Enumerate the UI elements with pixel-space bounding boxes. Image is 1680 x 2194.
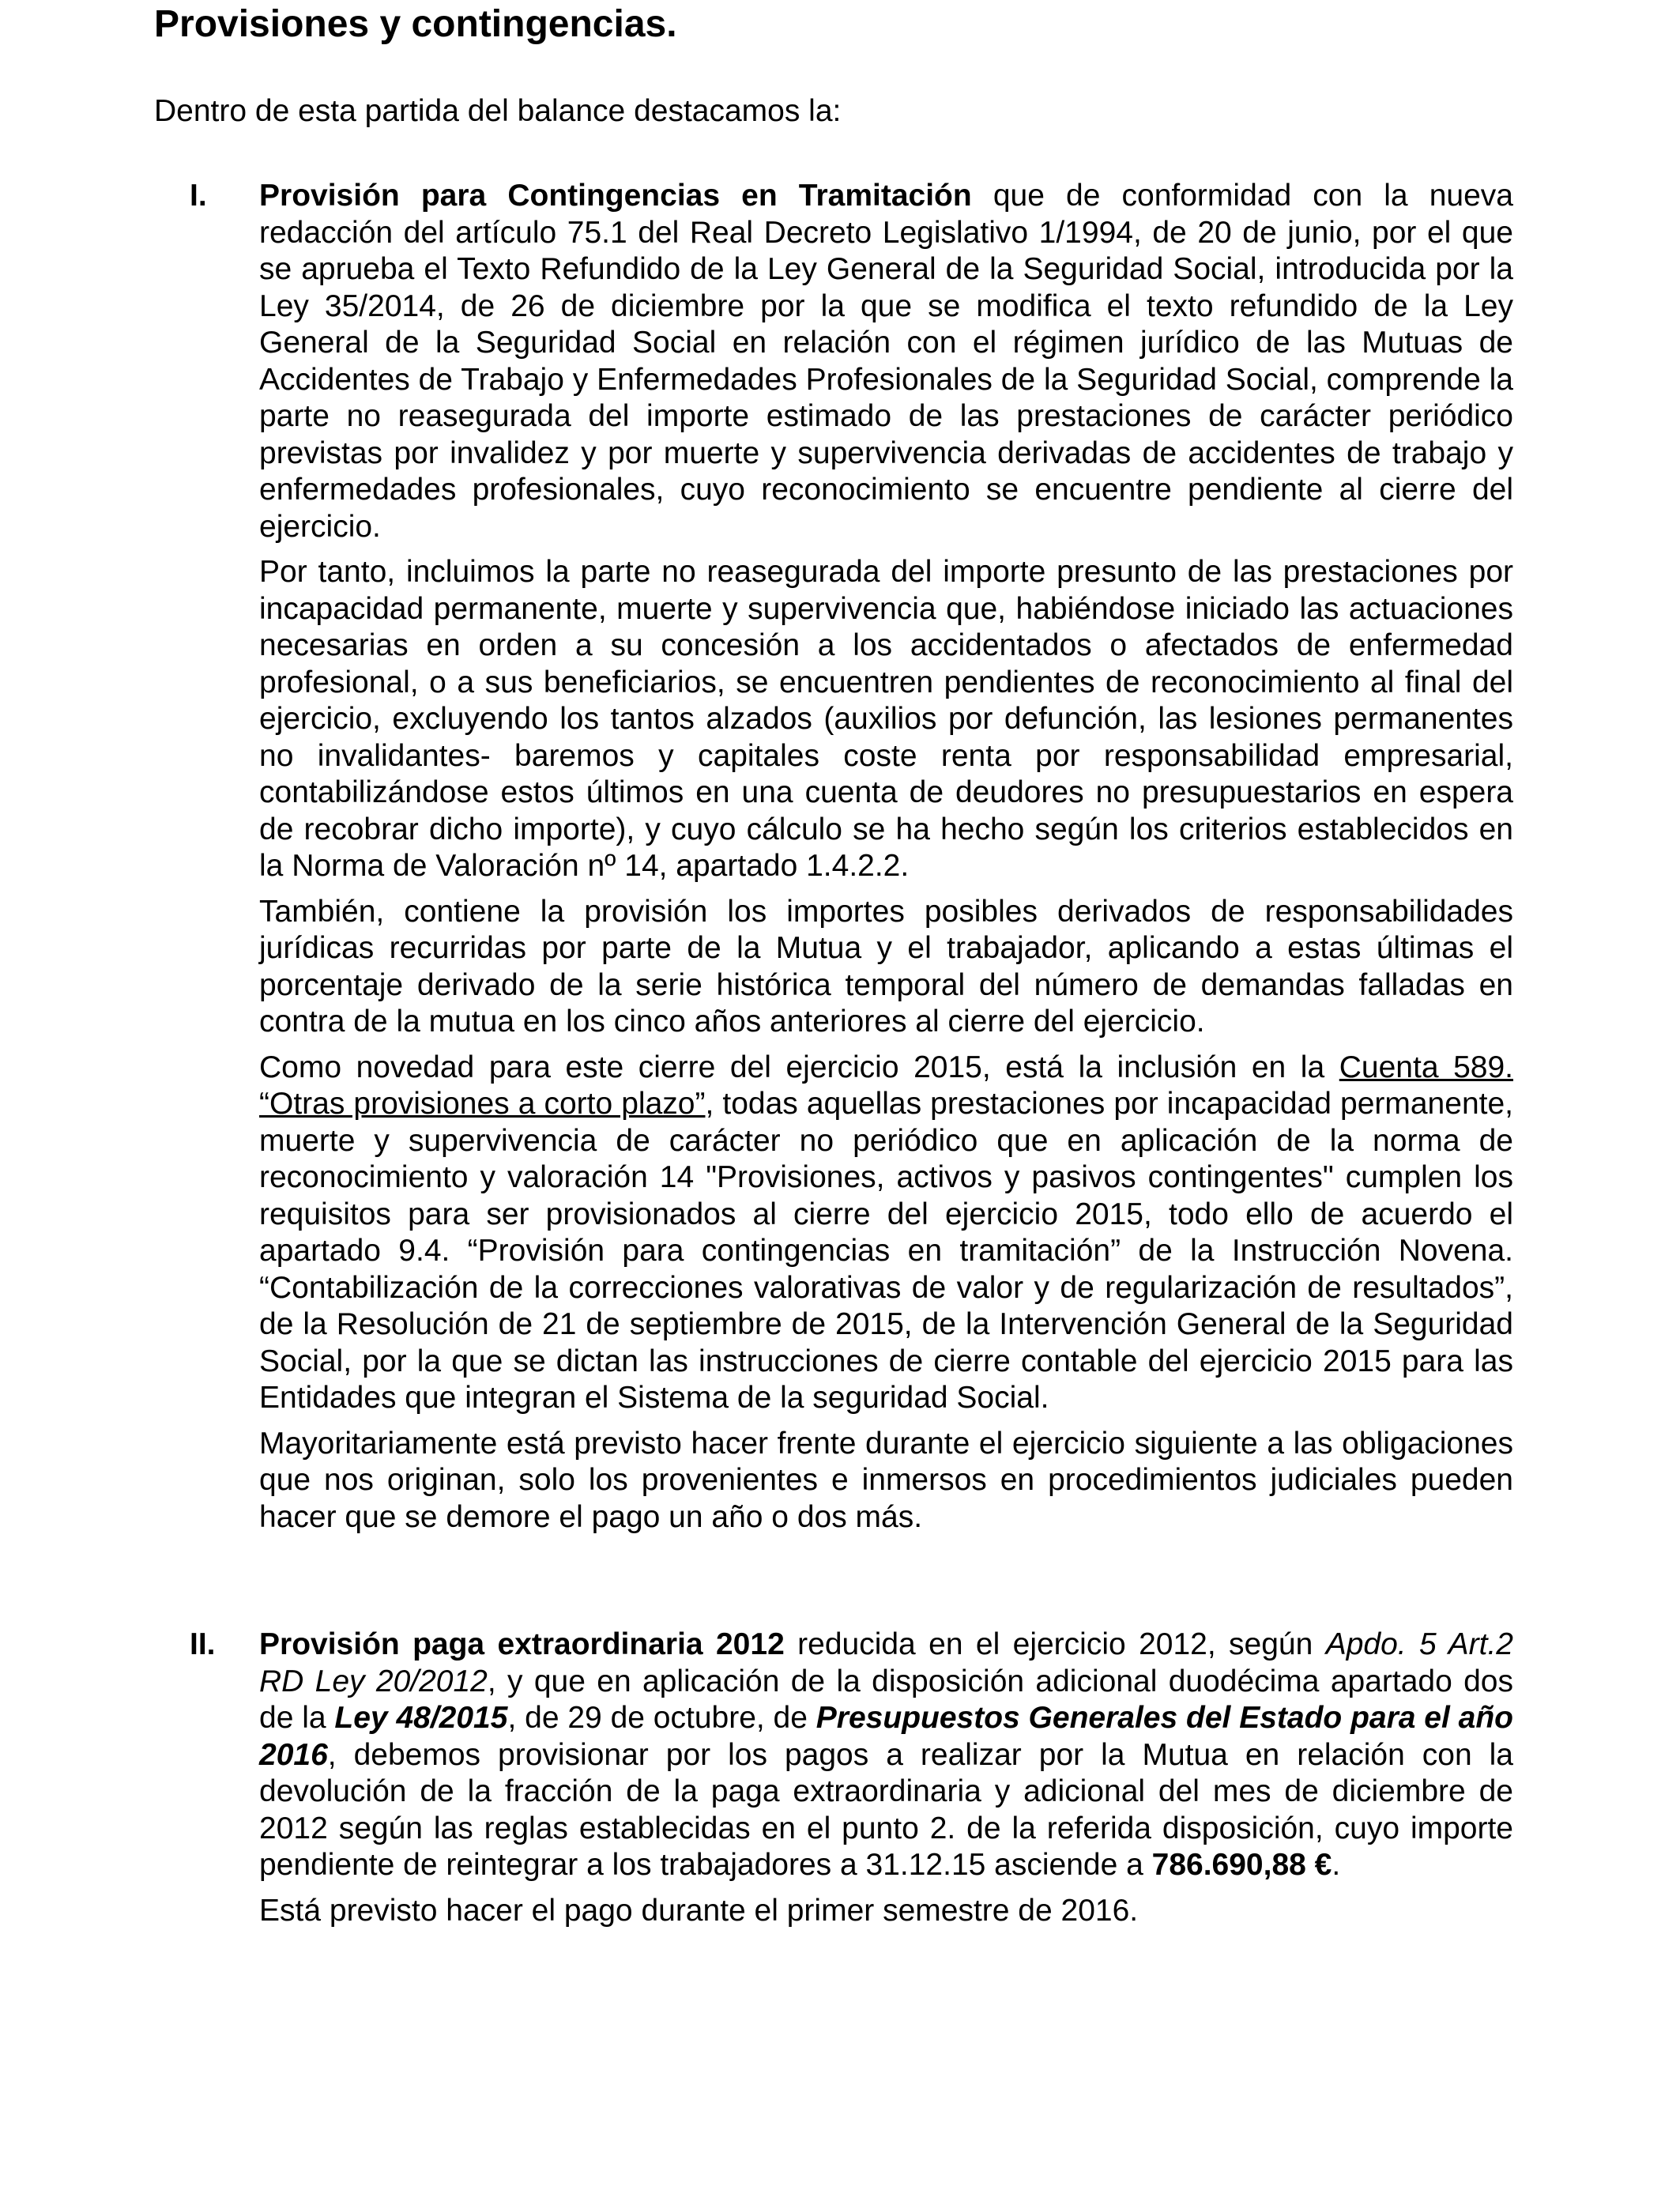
paragraph <box>259 1627 1513 1884</box>
paragraph <box>259 178 1513 545</box>
legal-reference: Presupuestos Generales del Estado para el año 2016 <box>259 1701 1514 1772</box>
section-heading: Provisión paga extraordinaria 2012 <box>259 1627 785 1661</box>
section-numeral: II. <box>190 1627 216 1661</box>
paragraph-text: , de 29 de octubre, de <box>507 1701 816 1735</box>
page-title: Provisiones y contingencias. <box>154 3 677 45</box>
amount-value: 786.690,88 € <box>1151 1848 1332 1882</box>
section-numeral: I. <box>190 179 207 213</box>
paragraph-text: , debemos provisionar por los pagos a realizar por la Mutua en relación con la devolución de la fracción de la paga extraordinaria y adicional del mes de diciembre de 2012 según las reglas establecidas en el punto 2. de la referida disposición, cuyo importe pendiente de reintegrar a los trabajadores a 31.12.15 asciende a <box>259 1737 1513 1882</box>
paragraph-text: reducida en el ejercicio 2012, según <box>784 1627 1326 1661</box>
paragraph <box>259 1050 1513 1417</box>
account-reference: Cuenta 589. “Otras provisiones a corto plazo” <box>259 1050 1513 1121</box>
paragraph-text: , y que en aplicación de la disposición adicional duodécima apartado dos de la <box>259 1664 1513 1735</box>
paragraph: Está previsto hacer el pago durante el primer semestre de 2016. <box>259 1893 1139 1928</box>
paragraph-text: Como novedad para este cierre del ejercicio 2015, está la inclusión en la <box>259 1050 1339 1084</box>
paragraph: Por tanto, incluimos la parte no reasegurada del importe presunto de las prestaciones por incapacidad permanente, muerte y supervivencia que, habiéndose iniciado las actuaciones necesarias en orden a su concesión a los accidentados o afectados de enfermedad profesional, o a sus beneficiarios, se encuentren pendientes de reconocimiento al final del ejercicio, excluyendo los tantos alzados (auxilios por defunción, las lesiones permanentes no invalidantes- baremos y capitales coste renta por responsabilidad empresarial, contabilizándose estos últimos en una cuenta de deudores no presupuestarios en espera de recobrar dicho importe), y cuyo cálculo se ha hecho según los criterios establecidos en la Norma de Valoración nº 14, apartado 1.4.2.2. <box>259 555 1513 883</box>
intro-text: Dentro de esta partida del balance destacamos la: <box>154 94 842 128</box>
legal-reference: Apdo. 5 Art.2 RD Ley 20/2012 <box>259 1627 1513 1698</box>
section-body <box>259 1627 1513 1929</box>
section-body <box>259 178 1513 1536</box>
paragraph: Mayoritariamente está previsto hacer frente durante el ejercicio siguiente a las obligaciones que nos originan, solo los provenientes e inmersos en procedimientos judiciales pueden hacer que se demore el pago un año o dos más. <box>259 1426 1513 1534</box>
paragraph-text: que de conformidad con la nueva redacción del artículo 75.1 del Real Decreto Legislativo 1/1994, de 20 de junio, por el que se aprueba el Texto Refundido de la Ley General de la Seguridad Social, introducida por la Ley 35/2014, de 26 de diciembre por la que se modifica el texto refundido de la Ley General de la Seguridad Social en relación con el régimen jurídico de las Mutuas de Accidentes de Trabajo y Enfermedades Profesionales de la Seguridad Social, comprende la parte no reasegurada del importe estimado de las prestaciones de carácter periódico previstas por invalidez y por muerte y supervivencia derivadas de accidentes de trabajo y enfermedades profesionales, cuyo reconocimiento se encuentre pendiente al cierre del ejercicio. <box>259 179 1513 544</box>
paragraph-text: . <box>1332 1848 1341 1882</box>
paragraph: También, contiene la provisión los importes posibles derivados de responsabilidades jurídicas recurridas por parte de la Mutua y el trabajador, aplicando a estas últimas el porcentaje derivado de la serie histórica temporal del número de demandas falladas en contra de la mutua en los cinco años anteriores al cierre del ejercicio. <box>259 894 1513 1039</box>
section-heading: Provisión para Contingencias en Tramitación <box>259 179 972 213</box>
paragraph-text: , todas aquellas prestaciones por incapacidad permanente, muerte y supervivencia de carácter no periódico que en aplicación de la norma de reconocimiento y valoración 14 "Provisiones, activos y pasivos contingentes" cumplen los requisitos para ser provisionados al cierre del ejercicio 2015, todo ello de acuerdo el apartado 9.4. “Provisión para contingencias en tramitación” de la Instrucción Novena. “Contabilización de la correcciones valorativas de valor y de regularización de resultados”, de la Resolución de 21 de septiembre de 2015, de la Intervención General de la Seguridad Social, por la que se dictan las instrucciones de cierre contable del ejercicio 2015 para las Entidades que integran el Sistema de la seguridad Social. <box>259 1087 1513 1415</box>
legal-reference: Ley 48/2015 <box>334 1701 508 1735</box>
